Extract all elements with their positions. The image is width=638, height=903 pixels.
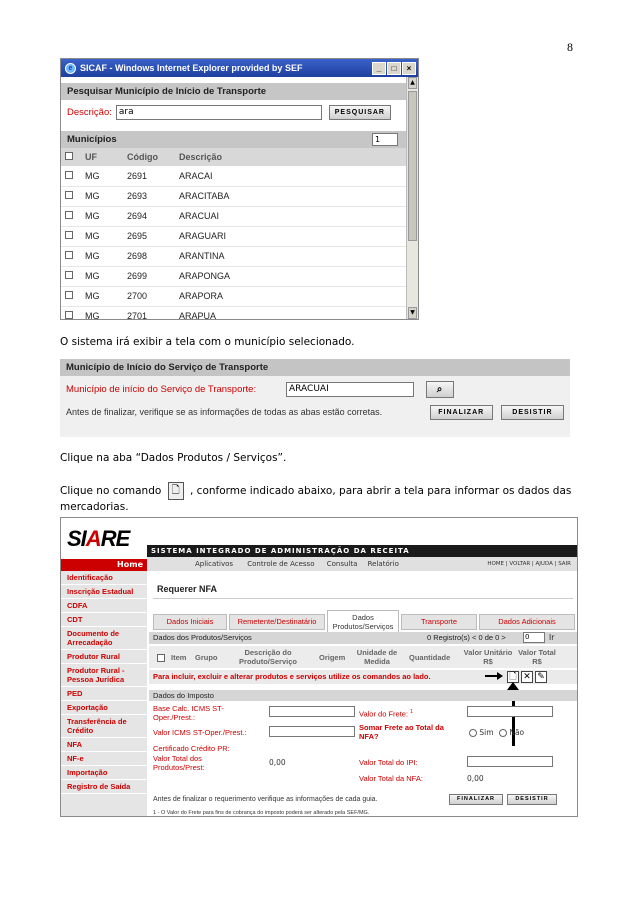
tab-dados-iniciais[interactable]: Dados Iniciais xyxy=(153,614,227,630)
tab-transporte[interactable]: Transporte xyxy=(401,614,477,630)
tab-remetente[interactable]: Remetente/Destinatário xyxy=(229,614,325,630)
select-all-products-checkbox[interactable] xyxy=(157,654,165,662)
cell-uf: MG xyxy=(81,286,123,306)
left-menu-item[interactable]: Identificação xyxy=(61,571,147,585)
page-input[interactable]: 1 xyxy=(372,133,398,146)
left-menu-item[interactable]: Inscrição Estadual xyxy=(61,585,147,599)
records-page-input[interactable]: 0 xyxy=(523,632,545,643)
menu-relatorio[interactable]: Relatório xyxy=(367,560,399,568)
ie-logo-icon: e xyxy=(65,63,76,74)
close-icon[interactable]: × xyxy=(402,62,416,75)
valor-frete-input[interactable] xyxy=(467,706,553,717)
cell-codigo: 2698 xyxy=(123,246,175,266)
text-paragraph-2: Clique na aba “Dados Produtos / Serviços”. xyxy=(60,452,287,464)
ie-window-municipios xyxy=(60,58,419,320)
delete-product-icon[interactable]: ✕ xyxy=(521,671,533,683)
table-row[interactable] xyxy=(61,286,406,306)
col-item: Item xyxy=(171,653,187,662)
edit-product-icon[interactable]: ✎ xyxy=(535,671,547,683)
description-label: Descrição: xyxy=(67,107,112,118)
col-valor-unitario: Valor Unitário R$ xyxy=(463,648,513,666)
left-menu-item[interactable]: NF-e xyxy=(61,752,147,766)
cell-uf: MG xyxy=(81,186,123,206)
table-row[interactable] xyxy=(61,306,406,320)
cell-codigo: 2701 xyxy=(123,306,175,320)
col-quantidade: Quantidade xyxy=(409,653,451,662)
page-title: Requerer NFA xyxy=(157,584,218,594)
row-checkbox[interactable] xyxy=(65,291,73,299)
valor-total-produtos-value: 0,00 xyxy=(269,758,286,767)
top-links[interactable]: HOME | VOLTAR | AJUDA | SAIR xyxy=(487,561,571,567)
col-descricao: Descrição xyxy=(175,148,406,166)
somar-frete-radio-group: Sim Não xyxy=(469,728,524,737)
left-menu-item[interactable]: Produtor Rural - Pessoa Jurídica xyxy=(61,664,147,687)
siare-logo: SIARE xyxy=(67,526,130,551)
col-grupo: Grupo xyxy=(195,653,218,662)
radio-nao[interactable] xyxy=(499,729,507,737)
radio-sim[interactable] xyxy=(469,729,477,737)
cell-codigo: 2699 xyxy=(123,266,175,286)
valor-nfa-value: 0,00 xyxy=(467,774,484,783)
left-menu-item[interactable]: Registro de Saída xyxy=(61,780,147,794)
ie-title-bar xyxy=(61,59,418,77)
minimize-icon[interactable]: _ xyxy=(372,62,386,75)
municipio-selected-panel xyxy=(60,359,570,437)
menu-controle-acesso[interactable]: Controle de Acesso xyxy=(247,560,315,568)
finalize-notice: Antes de finalizar, verifique se as informações de todas as abas estão corretas. xyxy=(66,407,383,417)
cell-uf: MG xyxy=(81,306,123,320)
finalize-button[interactable]: FINALIZAR xyxy=(430,405,493,420)
cell-descricao: ARACAI xyxy=(175,166,406,186)
cell-codigo: 2691 xyxy=(123,166,175,186)
valor-ipi-label: Valor Total do IPI: xyxy=(359,758,418,767)
cell-codigo: 2695 xyxy=(123,226,175,246)
ie-title-text: SICAF - Windows Internet Explorer provided by SEF xyxy=(80,63,303,73)
col-uf: UF xyxy=(81,148,123,166)
section-title: Município de Início do Serviço de Transporte xyxy=(60,359,570,376)
cell-descricao: ARACUAI xyxy=(175,206,406,226)
siare-window xyxy=(60,517,578,817)
text-paragraph-3 xyxy=(60,482,578,514)
records-info: 0 Registro(s) < 0 de 0 > xyxy=(427,633,506,642)
cell-descricao: ARAPONGA xyxy=(175,266,406,286)
select-all-checkbox[interactable] xyxy=(65,152,73,160)
table-row[interactable] xyxy=(61,166,406,186)
maximize-icon[interactable]: □ xyxy=(387,62,401,75)
page-number: 8 xyxy=(567,40,573,54)
cell-codigo: 2700 xyxy=(123,286,175,306)
certificado-label: Certificado Crédito PR: xyxy=(153,744,230,753)
cell-uf: MG xyxy=(81,226,123,246)
col-valor-total: Valor Total R$ xyxy=(518,648,556,666)
tab-dados-adicionais[interactable]: Dados Adicionais xyxy=(479,614,575,630)
system-name: SISTEMA INTEGRADO DE ADMINISTRAÇÃO DA RECEITA xyxy=(147,545,578,557)
left-menu-item[interactable]: CDFA xyxy=(61,599,147,613)
cell-codigo: 2693 xyxy=(123,186,175,206)
pointer-arrow-head xyxy=(507,682,519,690)
final-notice: Antes de finalizar o requerimento verifique as informações de cada guia. xyxy=(153,796,378,803)
left-menu-item[interactable]: Exportação xyxy=(61,701,147,715)
text3-part2: , conforme indicado abaixo, para abrir a tela para informar os dados das mercadorias. xyxy=(60,485,572,513)
cell-uf: MG xyxy=(81,246,123,266)
base-calc-label: Base Calc. ICMS ST-Oper./Prest.: xyxy=(153,704,224,722)
tab-dados-produtos[interactable]: Dados Produtos/Serviços xyxy=(327,610,399,632)
row-checkbox[interactable] xyxy=(65,271,73,279)
text3-part1: Clique no comando xyxy=(60,485,162,497)
finalize-button-siare[interactable]: FINALIZAR xyxy=(449,794,503,805)
col-codigo: Código xyxy=(123,148,175,166)
cell-uf: MG xyxy=(81,166,123,186)
menu-consulta[interactable]: Consulta xyxy=(326,560,358,568)
row-checkbox[interactable] xyxy=(65,251,73,259)
row-checkbox[interactable] xyxy=(65,191,73,199)
municipio-input[interactable]: ARACUAI xyxy=(286,382,414,397)
cancel-button[interactable]: DESISTIR xyxy=(501,405,564,420)
ie-scrollbar[interactable]: ▲ ▼ xyxy=(406,77,418,319)
left-menu-item[interactable]: Importação xyxy=(61,766,147,780)
top-menu xyxy=(147,557,577,571)
table-row[interactable] xyxy=(61,266,406,286)
footnote: 1 - O Valor do Frete para fins de cobrança do imposto poderá ser alterado pela SEF/MG. xyxy=(153,810,370,816)
cell-descricao: ARANTINA xyxy=(175,246,406,266)
base-calc-input[interactable] xyxy=(269,706,355,717)
cancel-button-siare[interactable]: DESISTIR xyxy=(507,794,557,805)
tax-title: Dados do Imposto xyxy=(153,691,214,700)
left-menu-item[interactable]: Documento de Arrecadação xyxy=(61,627,147,650)
cell-codigo: 2694 xyxy=(123,206,175,226)
valor-frete-label: Valor do Frete: $^1$ xyxy=(359,709,413,719)
valor-nfa-label: Valor Total da NFA: xyxy=(359,774,423,783)
list-title: Municípios xyxy=(67,134,117,145)
table-row[interactable] xyxy=(61,226,406,246)
search-icon[interactable]: ⌕ xyxy=(426,381,454,398)
row-checkbox[interactable] xyxy=(65,231,73,239)
home-link[interactable]: Home xyxy=(61,559,147,571)
left-menu-item[interactable]: CDT xyxy=(61,613,147,627)
col-origem: Origem xyxy=(319,653,346,662)
valor-icms-label: Valor ICMS ST-Oper./Prest.: xyxy=(153,728,247,737)
products-title: Dados dos Produtos/Serviços xyxy=(153,633,252,642)
menu-aplicativos[interactable]: Aplicativos xyxy=(195,560,234,568)
cell-uf: MG xyxy=(81,266,123,286)
left-menu-item[interactable]: PED xyxy=(61,687,147,701)
search-button[interactable]: PESQUISAR xyxy=(329,105,391,120)
municipios-table xyxy=(61,148,406,320)
search-section-title: Pesquisar Município de Início de Transporte xyxy=(61,83,406,100)
table-row[interactable] xyxy=(61,246,406,266)
valor-icms-input[interactable] xyxy=(269,726,355,737)
municipio-label: Município de início do Serviço de Transporte: xyxy=(66,384,257,395)
cell-descricao: ARAPORA xyxy=(175,286,406,306)
add-product-icon[interactable]: 🗋 xyxy=(507,671,519,683)
instruction-text: Para incluir, excluir e alterar produtos e serviços utilize os comandos ao lado. xyxy=(153,672,431,681)
left-menu-item[interactable]: Transferência de Crédito xyxy=(61,715,147,738)
cell-descricao: ARACITABA xyxy=(175,186,406,206)
valor-ipi-input[interactable] xyxy=(467,756,553,767)
left-menu-item[interactable]: NFA xyxy=(61,738,147,752)
cell-descricao: ARAGUARI xyxy=(175,226,406,246)
cell-uf: MG xyxy=(81,206,123,226)
col-descricao-produto: Descrição do Produto/Serviço xyxy=(239,648,297,666)
somar-frete-label: Somar Frete ao Total da NFA? xyxy=(359,723,444,741)
left-menu-item[interactable]: Produtor Rural xyxy=(61,650,147,664)
row-checkbox[interactable] xyxy=(65,311,73,319)
description-input[interactable]: ara xyxy=(116,105,322,120)
records-go[interactable]: Ir xyxy=(549,633,555,642)
table-row[interactable] xyxy=(61,206,406,226)
new-document-icon: 🗋 xyxy=(168,482,184,500)
cell-descricao: ARAPUA xyxy=(175,306,406,320)
row-checkbox[interactable] xyxy=(65,211,73,219)
col-unidade: Unidade de Medida xyxy=(356,648,398,666)
table-row[interactable] xyxy=(61,186,406,206)
text-paragraph-1: O sistema irá exibir a tela com o município selecionado. xyxy=(60,336,355,348)
valor-total-produtos-label: Valor Total dos Produtos/Prest: xyxy=(153,754,205,772)
row-checkbox[interactable] xyxy=(65,171,73,179)
left-menu xyxy=(61,559,147,816)
